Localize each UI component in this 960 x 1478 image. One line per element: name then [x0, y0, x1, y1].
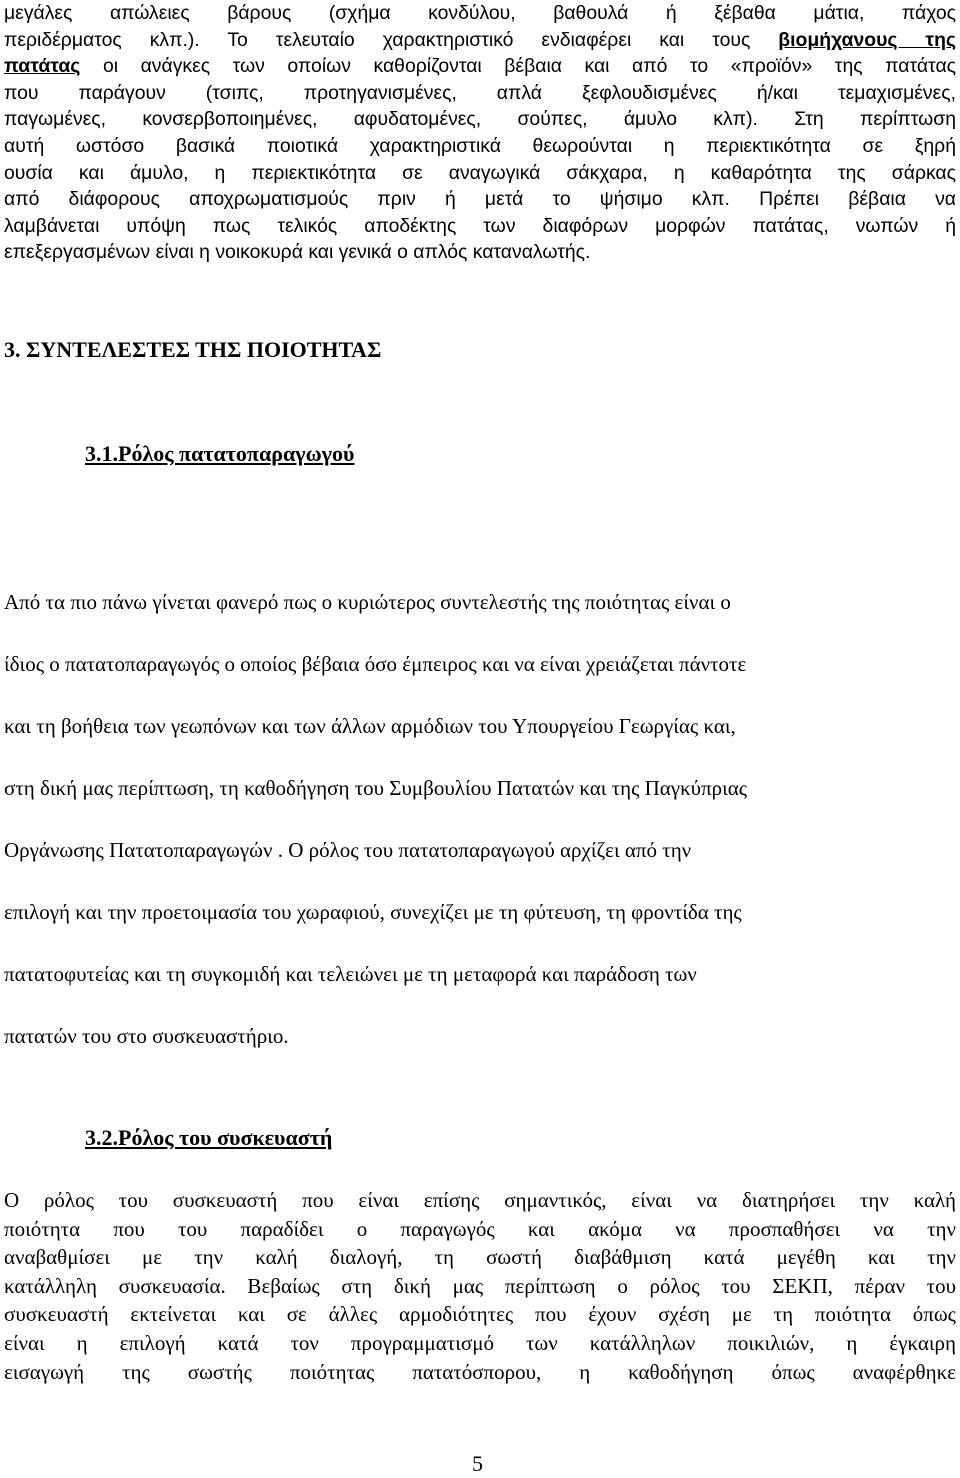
- paragraph-line: ποιότητα που του παραδίδει ο παραγωγός και ακόμα να προσπαθήσει να την: [4, 1216, 956, 1241]
- intro-paragraph: [4, 0, 956, 266]
- section-3-1-paragraph: [4, 590, 956, 1086]
- section-3-2-paragraph: [4, 1188, 956, 1388]
- paragraph-line: ουσία και άμυλο, η περιεκτικότητα σε αναγωγικά σάκχαρα, η καθαρότητα της σάρκας: [4, 161, 956, 184]
- paragraph-line: επιλογή και την προετοιμασία του χωραφιού, συνεχίζει με τη φύτευση, τη φροντίδα της: [4, 900, 742, 924]
- paragraph-line: κατάλληλη συσκευασία. Βεβαίως στη δική μας περίπτωση ο ρόλος του ΣΕΚΠ, πέραν του: [4, 1273, 956, 1298]
- paragraph-line-text: περιδέρματος κλπ.). Το τελευταίο χαρακτηριστικό ενδιαφέρει και τους: [4, 28, 779, 51]
- paragraph-line: παγωμένες, κονσερβοποιημένες, αφυδατομένες, σούπες, άμυλο κλπ). Στη περίπτωση: [4, 108, 956, 131]
- paragraph-line: αυτή ωστόσο βασικά ποιοτικά χαρακτηριστικά θεωρούνται η περιεκτικότητα σε ξηρή: [4, 134, 956, 157]
- paragraph-line-text: οι ανάγκες των οποίων καθορίζονται βέβαια και από το «προϊόν» της πατάτας: [80, 55, 956, 78]
- paragraph-line: Από τα πιο πάνω γίνεται φανερό πως ο κυριώτερος συντελεστής της ποιότητας είναι ο: [4, 590, 731, 614]
- section-3-heading: 3. ΣΥΝΤΕΛΕΣΤΕΣ ΤΗΣ ΠΟΙΟΤΗΤΑΣ: [4, 337, 382, 362]
- paragraph-line: στη δική μας περίπτωση, τη καθοδήγηση του Συμβουλίου Πατατών και της Παγκύπριας: [4, 776, 748, 800]
- paragraph-line: Ο ρόλος του συσκευαστή που είναι επίσης σημαντικός, είναι να διατηρήσει την καλή: [4, 1188, 956, 1212]
- paragraph-line: εισαγωγή της σωστής ποιότητας πατατόσπορου, η καθοδήγηση όπως αναφέρθηκε: [4, 1359, 956, 1384]
- paragraph-line: από διάφορους αποχρωματισμούς πριν ή μετά το ψήσιμο κλπ. Πρέπει βέβαια να: [4, 188, 956, 211]
- section-3-1-heading: 3.1.Ρόλος πατατοπαραγωγού: [85, 441, 355, 466]
- paragraph-line: [4, 27, 956, 54]
- paragraph-line: ίδιος ο πατατοπαραγωγός ο οποίος βέβαια όσο έμπειρος και να είναι χρειάζεται πάντοτε: [4, 652, 747, 676]
- paragraph-line: συσκευαστή εκτείνεται και σε άλλες αρμοδιότητες που έχουν σχέση με τη ποιότητα όπως: [4, 1302, 956, 1327]
- paragraph-line: λαμβάνεται υπόψη πως τελικός αποδέκτης των διαφόρων μορφών πατάτας, νωπών ή: [4, 214, 956, 237]
- paragraph-line: αναβαθμίσει με την καλή διαλογή, τη σωστή διαβάθμιση κατά μεγέθη και την: [4, 1245, 956, 1270]
- paragraph-line: επεξεργασμένων είναι η νοικοκυρά και γενικά ο απλός καταναλωτής.: [4, 241, 591, 264]
- paragraph-line: που παράγουν (τσιπς, προτηγανισμένες, απλά ξεφλουδισμένες ή/και τεμαχισμένες,: [4, 81, 956, 104]
- page-number: 5: [472, 1451, 483, 1476]
- paragraph-line: Οργάνωσης Πατατοπαραγωγών . Ο ρόλος του πατατοπαραγωγού αρχίζει από την: [4, 838, 692, 862]
- paragraph-line: [4, 53, 956, 80]
- bold-underlined-text: βιομήχανους της: [778, 28, 957, 51]
- bold-underlined-text: πατάτας: [4, 55, 81, 78]
- paragraph-line: πατατοφυτείας και τη συγκομιδή και τελειώνει με τη μεταφορά και παράδοση των: [4, 962, 697, 986]
- paragraph-line: και τη βοήθεια των γεωπόνων και των άλλων αρμόδιων του Υπουργείου Γεωργίας και,: [4, 714, 736, 738]
- paragraph-line: είναι η επιλογή κατά τον προγραμματισμό των κατάλληλων ποικιλιών, η έγκαιρη: [4, 1330, 956, 1355]
- paragraph-line: μεγάλες απώλειες βάρους (σχήμα κονδύλου, βαθουλά ή ξέβαθα μάτια, πάχος: [4, 2, 956, 24]
- section-3-2-heading: 3.2.Ρόλος του συσκευαστή: [85, 1125, 333, 1150]
- paragraph-line: πατατών του στο συσκευαστήριο.: [4, 1024, 289, 1048]
